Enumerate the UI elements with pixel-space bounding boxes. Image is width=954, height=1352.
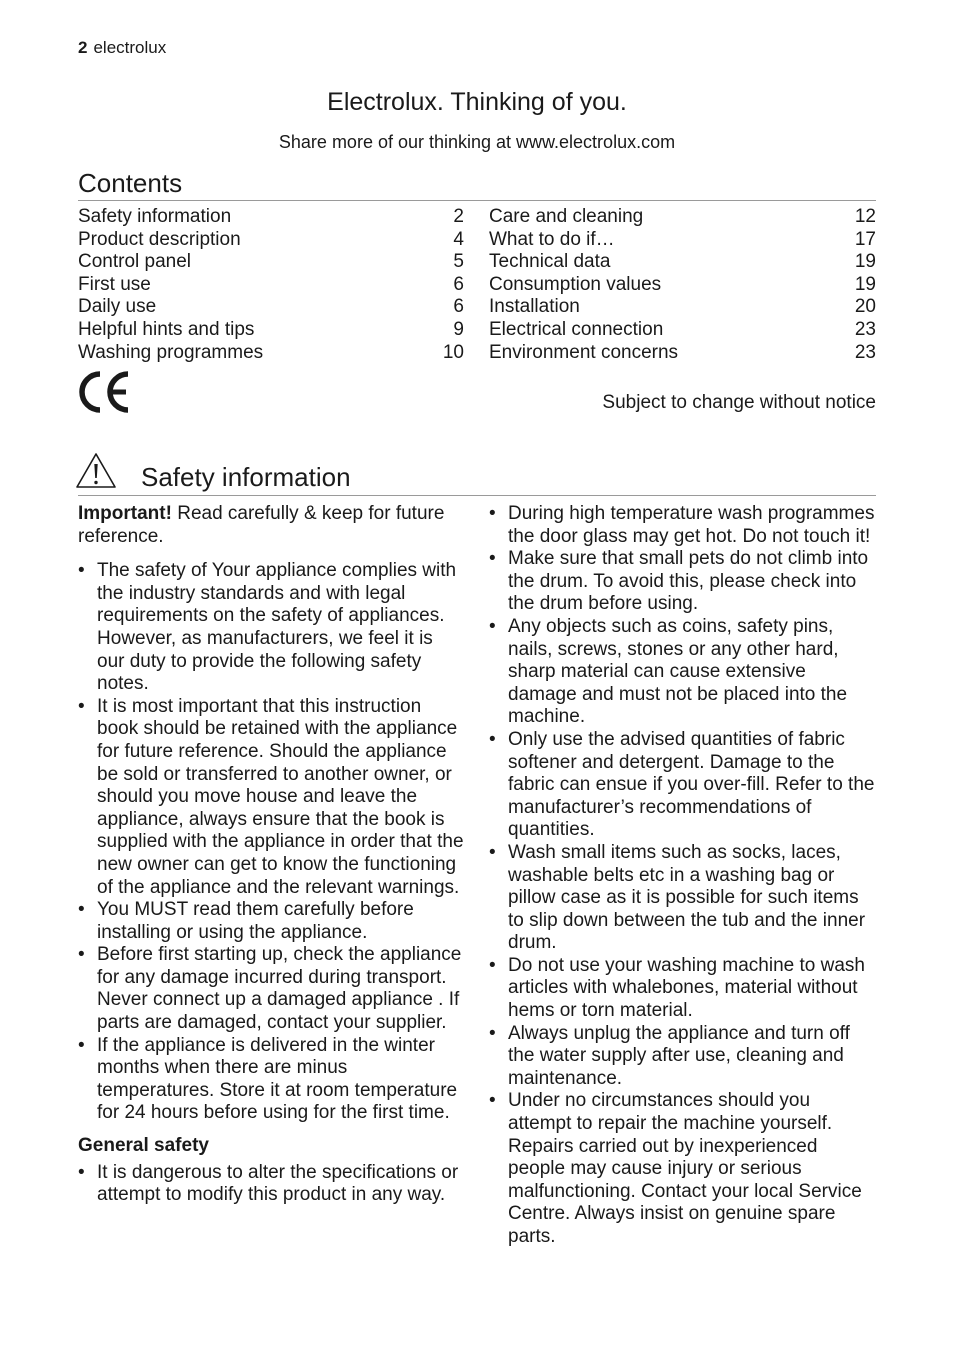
- toc-item[interactable]: Safety information 2: [78, 206, 464, 227]
- bullet-item: • It is dangerous to alter the specifications or attempt to modify this product in any way.: [78, 1162, 465, 1207]
- toc-item[interactable]: Consumption values 19: [489, 273, 876, 295]
- tagline-subtitle: Share more of our thinking at www.electrolux.com: [278, 132, 676, 152]
- toc-item[interactable]: Care and cleaning 12: [489, 206, 876, 227]
- safety-left-column: [78, 503, 465, 1207]
- bullet-item: • The safety of Your appliance complies with the industry standards and with legal requirements on the safety of appliances. However, as manufacturers, we feel it is our duty to provide the following safety notes.: [78, 560, 465, 696]
- bullet-item: • Under no circumstances should you attempt to repair the machine yourself. Repairs carried out by inexperienced people may cause injury or serious malfunctioning. Contact your local Service Centre. Always insist on genuine spare parts.: [489, 1090, 876, 1248]
- brand-name: electrolux: [93, 38, 167, 57]
- warning-triangle-icon: [74, 451, 118, 491]
- general-safety-list: [78, 1162, 465, 1207]
- general-safety-heading: General safety: [78, 1135, 209, 1157]
- toc-item[interactable]: Control panel 5: [78, 251, 464, 273]
- toc-item[interactable]: Daily use 6: [78, 296, 464, 318]
- toc-item[interactable]: Product description 4: [78, 228, 464, 250]
- important-text: Read carefully & keep for future reference.: [78, 503, 445, 547]
- bullet-item: • Do not use your washing machine to wash articles with whalebones, material without hems or torn material.: [489, 955, 876, 1023]
- bullet-item: • Before first starting up, check the appliance for any damage incurred during transport. Never connect up a damaged appliance . If parts are damaged, contact your supplier.: [78, 944, 465, 1034]
- safety-right-column: [489, 503, 876, 1249]
- bullet-item: • During high temperature wash programmes the door glass may get hot. Do not touch it!: [489, 503, 876, 548]
- ce-mark-icon: [76, 370, 132, 414]
- contents-rule: [78, 200, 876, 201]
- toc-item[interactable]: Technical data 19: [489, 251, 876, 273]
- toc-item[interactable]: First use 6: [78, 273, 464, 295]
- safety-list-left: [78, 560, 465, 1125]
- section-title: Safety information: [141, 462, 351, 492]
- bullet-item: • Only use the advised quantities of fabric softener and detergent. Damage to the fabric can ensue if you over-fill. Refer to the manufacturer’s recommendations of quantities.: [489, 729, 876, 842]
- toc-item[interactable]: Environment concerns 23: [489, 341, 876, 363]
- page-header: [78, 38, 166, 58]
- section-rule: [78, 495, 876, 496]
- bullet-item: • You MUST read them carefully before installing or using the appliance.: [78, 899, 465, 944]
- safety-list-right: [489, 503, 876, 1249]
- bullet-item: • Always unplug the appliance and turn off the water supply after use, cleaning and maintenance.: [489, 1023, 876, 1091]
- toc-left-column: [78, 206, 464, 364]
- important-note: [78, 503, 465, 548]
- change-notice: Subject to change without notice: [602, 392, 876, 413]
- important-label: Important!: [78, 503, 172, 524]
- bullet-item: • If the appliance is delivered in the winter months when there are minus temperatures. Store it at room temperature for 24 hours before using for the first time.: [78, 1035, 465, 1125]
- bullet-item: • Wash small items such as socks, laces, washable belts etc in a washing bag or pillow case as it is possible for such items to slip down between the tub and the inner drum.: [489, 842, 876, 955]
- bullet-item: • Make sure that small pets do not climb into the drum. To avoid this, please check into the drum before using.: [489, 548, 876, 616]
- toc-item[interactable]: Washing programmes 10: [78, 341, 464, 363]
- bullet-item: • It is most important that this instruction book should be retained with the appliance for future reference. Should the appliance be sold or transferred to another owner, or should you move house and leave the appliance, always ensure that the book is supplied with the appliance in order that the new owner can get to know the functioning of the appliance and the relevant warnings.: [78, 696, 465, 899]
- contents-title: Contents: [78, 168, 183, 198]
- page-number: 2: [78, 38, 88, 57]
- toc-item[interactable]: What to do if… 17: [489, 228, 876, 250]
- toc-right-column: [489, 206, 876, 364]
- toc-item[interactable]: Helpful hints and tips 9: [78, 318, 464, 340]
- toc-item[interactable]: Electrical connection 23: [489, 318, 876, 340]
- toc-item[interactable]: Installation 20: [489, 296, 876, 318]
- bullet-item: • Any objects such as coins, safety pins, nails, screws, stones or any other hard, sharp material can cause extensive damage and must not be placed into the machine.: [489, 616, 876, 729]
- tagline-title: Electrolux. Thinking of you.: [327, 88, 627, 116]
